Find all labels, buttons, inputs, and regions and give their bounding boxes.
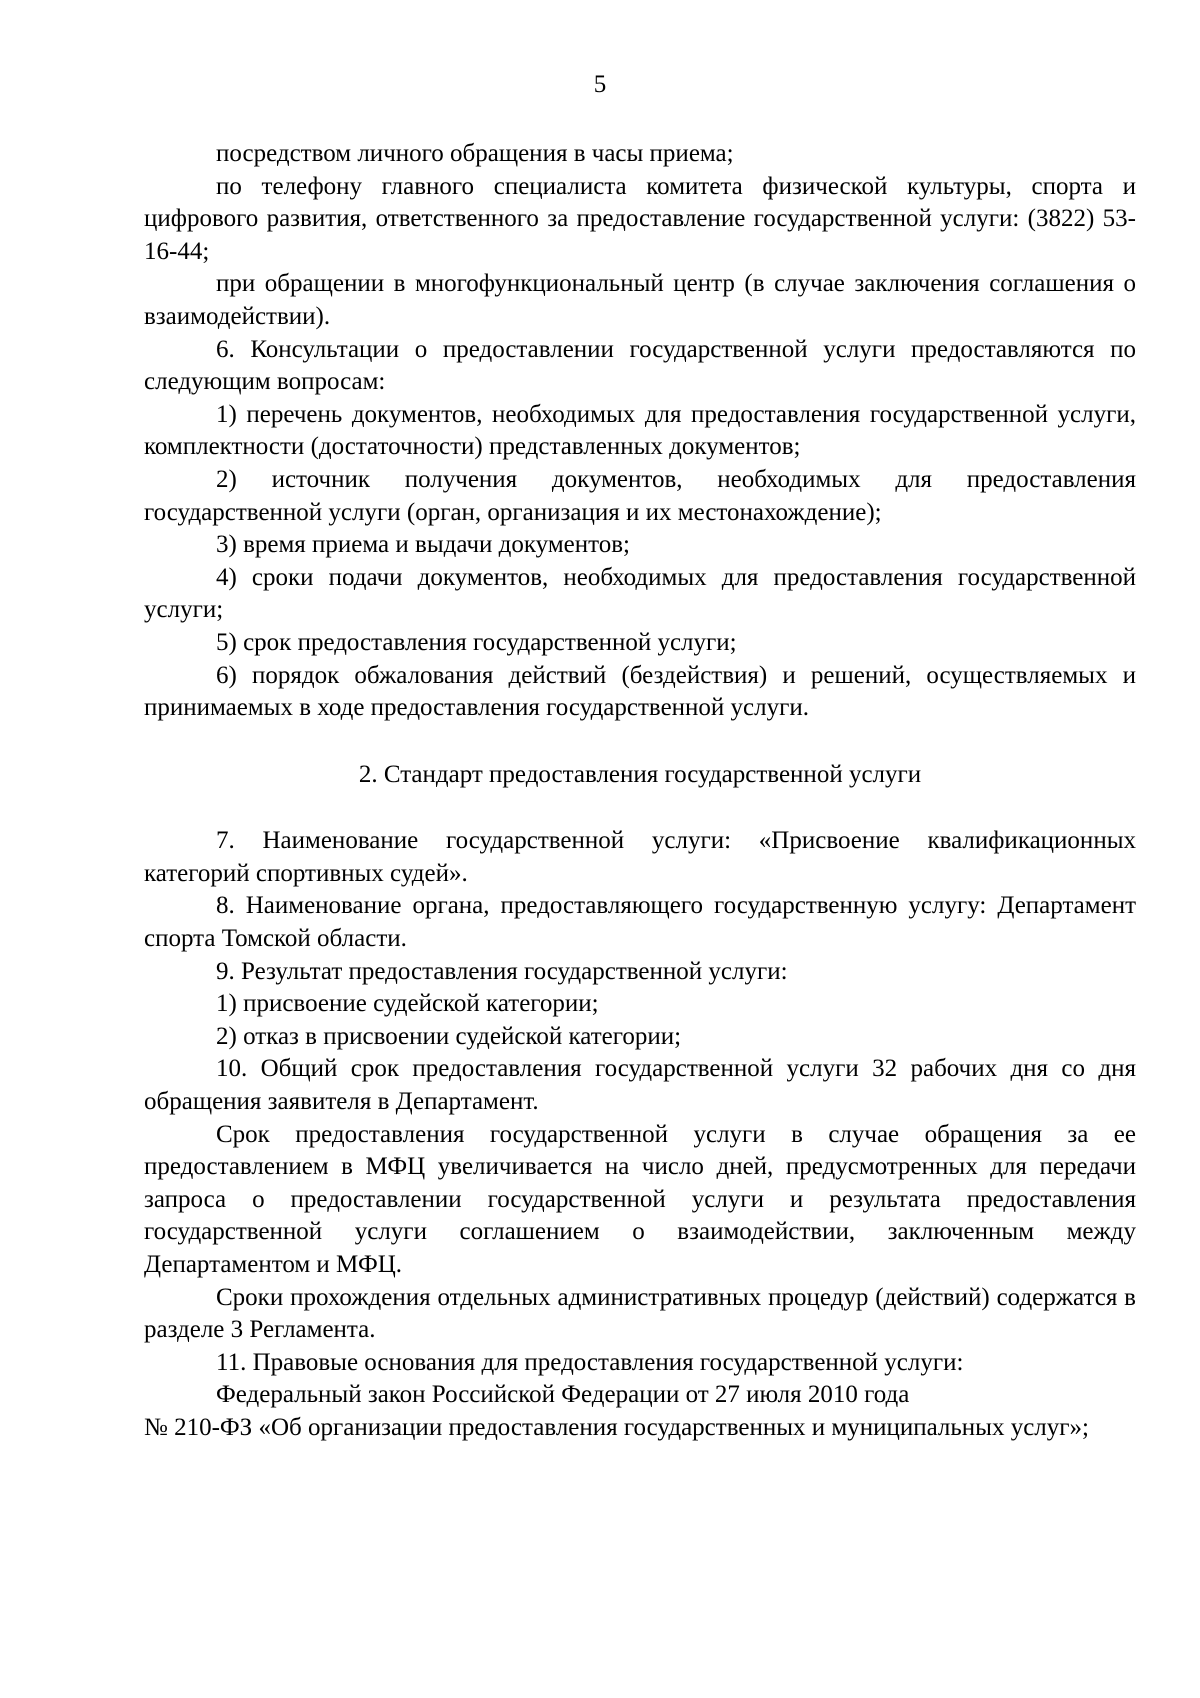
list-item: 2) отказ в присвоении судейской категории;: [216, 1022, 682, 1050]
list-item: 6) порядок обжалования действий (бездействия) и решений, осуществляемых и принимаемых в ходе предоставления государственной услуги.: [144, 661, 1136, 722]
paragraph: Сроки прохождения отдельных административных процедур (действий) содержатся в разделе 3 Регламента.: [144, 1283, 1136, 1344]
paragraph: 7. Наименование государственной услуги: «Присвоение квалификационных категорий спортивных судей».: [144, 827, 1136, 887]
list-item: 4) сроки подачи документов, необходимых для предоставления государственной услуги;: [144, 563, 1136, 624]
paragraph: 10. Общий срок предоставления государственной услуги 32 рабочих дня со дня обращения заявителя в Департамент.: [144, 1055, 1136, 1116]
paragraph: Срок предоставления государственной услуги в случае обращения за ее предоставлением в МФЦ увеличивается на число дней, предусмотренных для передачи запроса о предоставлении государственной услуги и результата предоставления государственной услуги соглашением о взаимодействии, заключенным между Департаментом и МФЦ.: [144, 1120, 1136, 1278]
page-number: 5: [593, 71, 607, 98]
list-item: 1) перечень документов, необходимых для предоставления государственной услуги, комплектности (достаточности) представленных документов;: [144, 400, 1136, 461]
paragraph: посредством личного обращения в часы приема;: [216, 140, 734, 167]
paragraph: 8. Наименование органа, предоставляющего государственную услугу: Департамент спорта Томской области.: [144, 892, 1136, 953]
paragraph: по телефону главного специалиста комитета физической культуры, спорта и цифрового развития, ответственного за предоставление государственной услуги: (3822) 53-16-44;: [144, 172, 1136, 265]
list-item: 5) срок предоставления государственной услуги;: [216, 628, 737, 656]
paragraph: 9. Результат предоставления государственной услуги:: [216, 957, 788, 985]
paragraph: № 210-ФЗ «Об организации предоставления государственных и муниципальных услуг»;: [144, 1413, 1089, 1441]
paragraph: 6. Консультации о предоставлении государственной услуги предоставляются по следующим вопросам:: [144, 335, 1136, 396]
section-heading: 2. Стандарт предоставления государственной услуги: [358, 760, 922, 788]
document-body: [144, 138, 1136, 1445]
paragraph: 11. Правовые основания для предоставления государственной услуги:: [216, 1348, 964, 1376]
paragraph: Федеральный закон Российской Федерации от 27 июля 2010 года: [216, 1381, 910, 1409]
list-item: 3) время приема и выдачи документов;: [216, 531, 630, 559]
list-item: 1) присвоение судейской категории;: [216, 990, 599, 1018]
list-item: 2) источник получения документов, необходимых для предоставления государственной услуги (орган, организация и их местонахождение);: [144, 465, 1136, 526]
paragraph: при обращении в многофункциональный центр (в случае заключения соглашения о взаимодействии).: [144, 270, 1136, 330]
